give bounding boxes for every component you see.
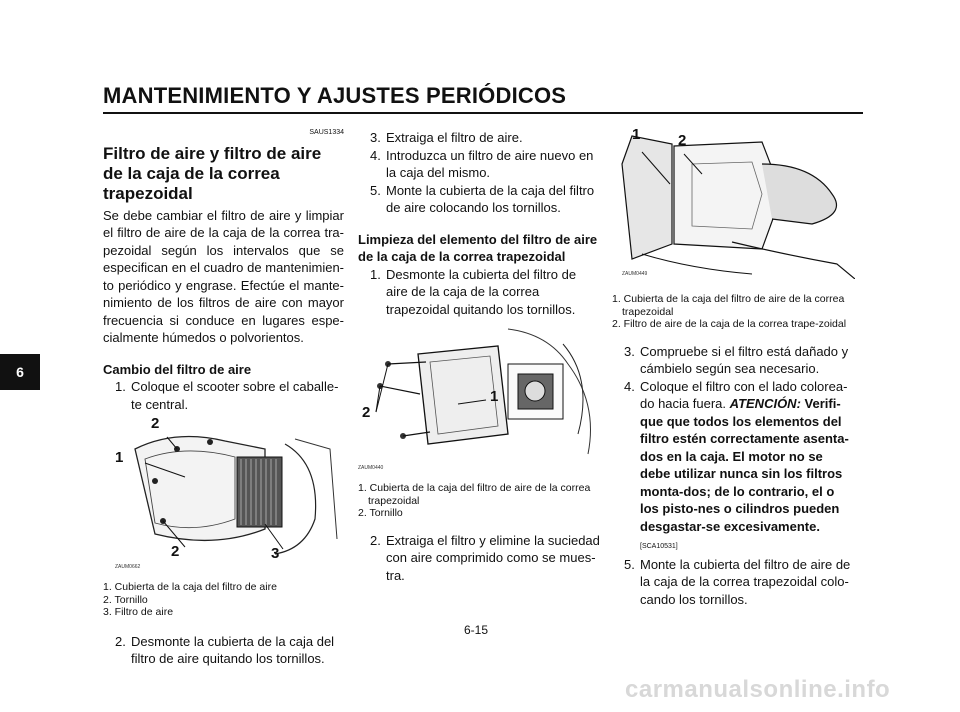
figure-belt-filter-cover <box>358 324 601 474</box>
step-number: 1. <box>115 379 126 394</box>
step-number: 5. <box>370 182 381 198</box>
caption-2: 2. Tornillo <box>358 507 403 519</box>
callout-1: 1 <box>632 126 641 143</box>
step-4 <box>370 147 601 182</box>
step-number: 4. <box>624 378 635 394</box>
callout-2: 2 <box>362 404 371 421</box>
step-number: 3. <box>370 130 381 145</box>
step-text: Coloque el filtro con el lado colorea-do hacia fuera. <box>640 378 848 411</box>
figure-belt-filter <box>612 124 855 279</box>
caption-1: 1. Cubierta de la caja del filtro de aire de la correa trapezoidal <box>358 482 591 507</box>
figure-captions <box>612 293 855 331</box>
step-number: 2. <box>115 633 126 649</box>
step-text: Coloque el scooter sobre el caballe-te central. <box>131 379 339 412</box>
section-code: SAUS1334 <box>309 129 344 136</box>
belt-filter-illustration <box>612 124 855 279</box>
air-filter-case-illustration <box>115 419 343 569</box>
step-2 <box>370 532 601 585</box>
step-number: 5. <box>624 556 635 572</box>
step-5 <box>370 182 601 217</box>
figure-code: ZAUM0662 <box>115 564 141 570</box>
intro-paragraph: Se debe cambiar el filtro de aire y limpiar el filtro de aire de la caja de la correa tra-pezoidal según los intervalos que se especifican en el cuadro de mantenimien-to periódico y engrase. Efectúe el mante-nimiento de los filtros de aire con mayor frecuencia si conduce en lugares espe-cialmente húmedos o polvorientos. <box>103 207 344 345</box>
step-1 <box>115 378 344 413</box>
callout-1: 1 <box>115 449 124 466</box>
warning-label: ATENCIÓN: <box>729 396 801 411</box>
callout-2: 2 <box>678 132 687 149</box>
subheading-belt-filter: Limpieza del elemento del filtro de aire de la caja de la correa trapezoidal <box>358 231 598 264</box>
step-text: Introduzca un filtro de aire nuevo en la caja del mismo. <box>386 147 594 180</box>
column-3 <box>612 124 855 608</box>
step-text: Desmonte la cubierta del filtro de aire de la caja de la correa trapezoidal quitando los tornillos. <box>386 266 577 317</box>
belt-filter-cover-illustration <box>358 324 601 474</box>
section-title: Filtro de aire y filtro de aire de la caja de la correa trapezoidal <box>103 143 322 203</box>
figure-code: ZAUM0449 <box>622 271 648 277</box>
step-text: Monte la cubierta de la caja del filtro de aire colocando los tornillos. <box>386 182 595 215</box>
step-number: 1. <box>370 266 381 282</box>
step-number: 3. <box>624 343 635 359</box>
figure-code: ZAUM0440 <box>358 465 384 471</box>
page-number: 6-15 <box>464 623 489 637</box>
warning-reference: [SCA10531] <box>640 543 678 550</box>
step-text: Extraiga el filtro y elimine la suciedad con aire comprimido como se mues-tra. <box>386 532 600 583</box>
step-5 <box>624 556 855 609</box>
caption-1: 1. Cubierta de la caja del filtro de aire de la correa trapezoidal <box>612 293 845 318</box>
warning-text: Verifi-que que todos los elementos del filtro estén correctamente asenta-dos en la caja. El motor no se debe utilizar nunca sin los filtros monta-dos; de lo contrario, el o los pisto-nes o cilindros pueden desgastar-se excesivamente. <box>640 396 849 534</box>
figure-air-filter-case <box>115 415 343 570</box>
figure-captions <box>358 482 601 520</box>
page-header: MANTENIMIENTO Y AJUSTES PERIÓDICOS <box>103 83 567 108</box>
step-number: 2. <box>370 532 381 548</box>
chapter-tab: 6 <box>0 354 40 390</box>
callout-1: 1 <box>490 388 499 405</box>
step-text: Desmonte la cubierta de la caja del filtro de aire quitando los tornillos. <box>131 633 335 666</box>
step-text: Extraiga el filtro de aire. <box>386 130 523 145</box>
header-rule <box>103 112 863 114</box>
caption-2: 2. Filtro de aire de la caja de la correa trape-zoidal <box>612 318 847 330</box>
step-text-with-warning <box>640 378 855 556</box>
callout-2-top: 2 <box>151 415 160 432</box>
caption-1: 1. Cubierta de la caja del filtro de aire <box>103 581 277 593</box>
step-text: Monte la cubierta del filtro de aire de la caja de la correa trapezoidal colo-cando los tornillos. <box>640 556 851 607</box>
subheading-filter-change: Cambio del filtro de aire <box>103 361 252 377</box>
step-3 <box>624 343 855 378</box>
step-text: Compruebe si el filtro está dañado y cámbielo según sea necesario. <box>640 343 849 376</box>
caption-2: 2. Tornillo <box>103 593 148 606</box>
caption-3: 3. Filtro de aire <box>103 606 174 618</box>
figure-captions <box>103 581 344 619</box>
step-1 <box>370 266 601 319</box>
step-4 <box>624 378 855 556</box>
callout-3: 3 <box>271 545 280 562</box>
watermark: carmanualsonline.info <box>625 676 891 703</box>
step-3 <box>370 129 601 147</box>
column-1 <box>103 124 344 668</box>
callout-2-bottom: 2 <box>171 543 180 560</box>
step-number: 4. <box>370 147 381 163</box>
column-2 <box>358 129 601 584</box>
step-2 <box>115 633 344 668</box>
